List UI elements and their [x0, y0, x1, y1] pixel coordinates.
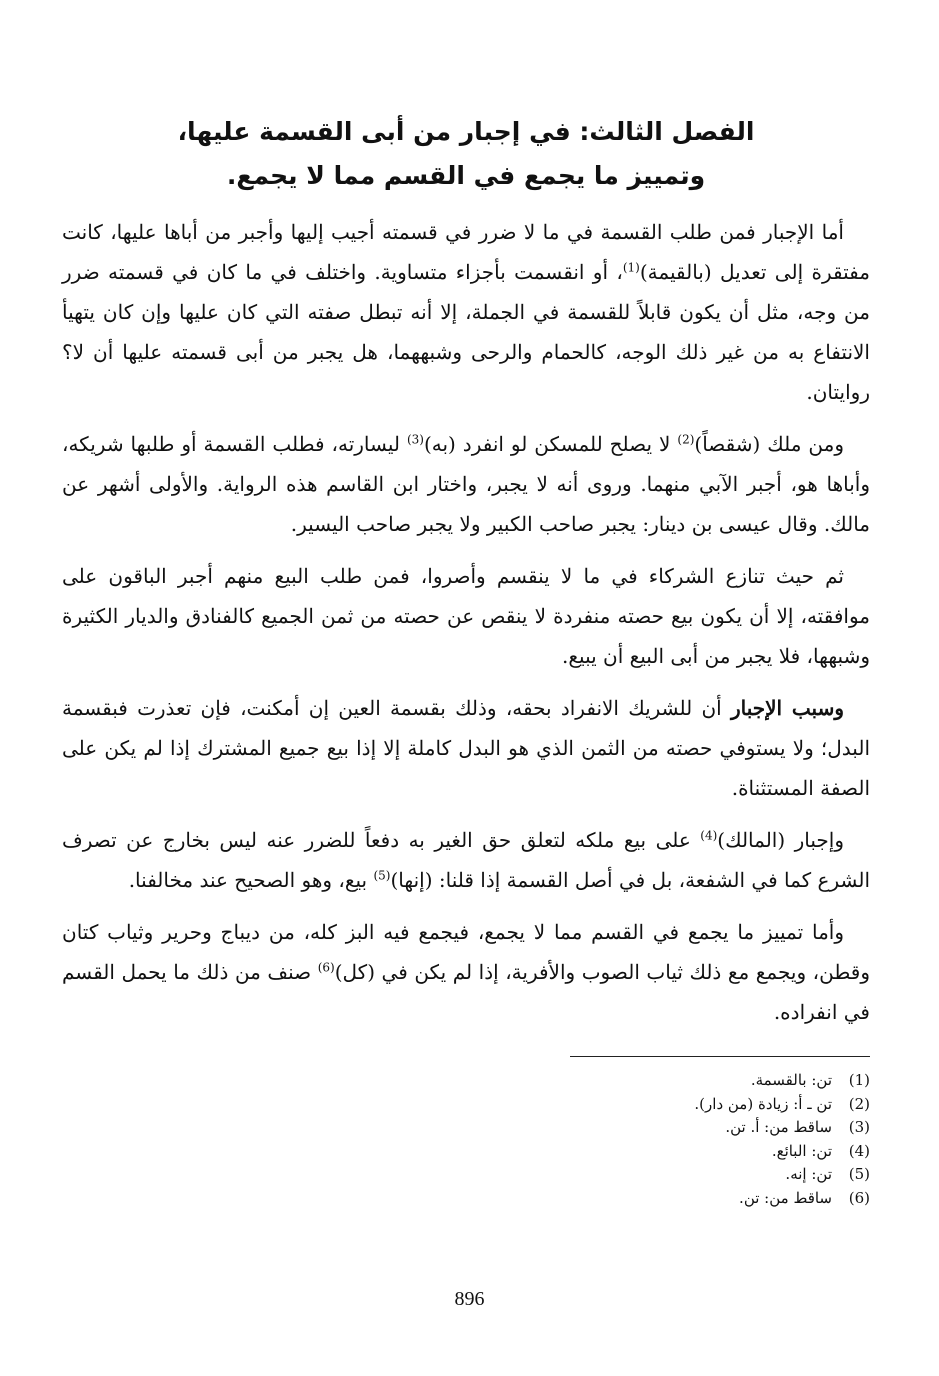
paragraph [62, 424, 870, 544]
footnote-text: ساقط من: تن. [739, 1188, 832, 1207]
paragraph-text: أن للشريك الانفراد بحقه، وذلك بقسمة العين إن أمكنت، فإن تعذرت فبقسمة البدل؛ ولا يستوفي حصته من الثمن الذي هو البدل كاملة إلا إذا بيع جميع المشترك إذا لم يكن على الصفة المستثناة. [62, 696, 870, 800]
footnote-text: تن ـ أ: زيادة (من دار). [694, 1094, 832, 1113]
footnote-text: تن: البائع. [771, 1141, 832, 1160]
footnote-ref: (2) [677, 432, 695, 447]
footnote [62, 1163, 870, 1187]
footnote [62, 1140, 870, 1164]
paragraph-text: وأما تمييز ما يجمع في القسم مما لا يجمع، فيجمع فيه البز كله، من ديباج وحرير وثياب كتان وقطن، ويجمع مع ذلك ثياب الصوب والأفرية، إذا لم يكن في (كل) [62, 920, 870, 984]
page-number: 896 [454, 1288, 485, 1310]
paragraph-text: ثم حيث تنازع الشركاء في ما لا ينقسم وأصروا، فمن طلب البيع منهم أجبر الباقون على موافقته، إلا أن يكون بيع حصته منفردة لا ينقص عن حصته من ثمن الجميع كالفنادق والديار الكثيرة وشبهها، فلا يجبر من أبى البيع أن يبيع. [62, 564, 870, 668]
paragraph-text: ومن ملك (شقصاً) [694, 432, 845, 456]
footnote-number: (4) [848, 1141, 870, 1160]
paragraph-text: ، أو انقسمت بأجزاء متساوية. واختلف في ما كان في قسمته ضرر من وجه، مثل أن يكون قابلاً للقسمة في الجملة، إلا أنه تبطل صفته التي كان عليها وإن كان يتهيأ الانتفاع به من غير ذلك الوجه، كالحمام والرحى وشبههما، هل يجبر من أبى قسمته عليها أن لا؟ روايتان. [62, 260, 870, 404]
paragraph-text: أما الإجبار فمن طلب القسمة في ما لا ضرر في قسمته أجيب إليها وأجبر من أباها عليها، كانت مفتقرة إلى تعديل (بالقيمة) [62, 220, 870, 284]
paragraph [62, 556, 870, 676]
footnote-ref: (3) [406, 432, 424, 447]
paragraph-text: ليسارته، فطلب القسمة أو طلبها شريكه، وأباها هو، أجبر الآبي منهما. وروى أنه لا يجبر، واختار ابن القاسم هذه الرواية. والأولى أشهر عن مالك. وقال عيسى بن دينار: يجبر صاحب الكبير ولا يجبر صاحب اليسير. [62, 432, 870, 536]
paragraph-text: على بيع ملكه لتعلق حق الغير به دفعاً للضرر عنه ليس بخارج عن تصرف الشرع كما في الشفعة، بل في أصل القسمة إذا قلنا: (إنها) [62, 828, 870, 892]
footnote-ref: (5) [373, 868, 391, 883]
paragraph [62, 820, 870, 900]
footnote-text: تن: بالقسمة. [750, 1071, 832, 1089]
footnote [62, 1069, 870, 1093]
footnotes-list [62, 1069, 870, 1210]
body-text [62, 212, 870, 1032]
paragraph-text: وإجبار (المالك) [717, 828, 844, 852]
footnote [62, 1093, 870, 1117]
book-page [62, 110, 870, 1350]
footnote [62, 1187, 870, 1211]
footnote [62, 1116, 870, 1140]
paragraph [62, 912, 870, 1032]
footnote-number: (6) [848, 1188, 870, 1207]
chapter-heading [62, 110, 870, 198]
footnote-number: (1) [848, 1071, 870, 1089]
footnote-text: تن: إنه. [785, 1165, 832, 1183]
paragraph-text: لا يصلح للمسكن لو انفرد (به) [423, 432, 678, 456]
footnote-number: (3) [848, 1118, 870, 1136]
footnote-divider [570, 1056, 870, 1057]
footnote-text: ساقط من: أ. تن. [725, 1118, 832, 1136]
paragraph-text: بيع، وهو الصحيح عند مخالفنا. [128, 868, 374, 892]
chapter-heading-line-2: وتمييز ما يجمع في القسم مما لا يجمع. [226, 161, 706, 190]
paragraph [62, 688, 870, 808]
footnote-ref: (6) [317, 960, 335, 975]
paragraph [62, 212, 870, 412]
footnote-ref: (1) [622, 260, 640, 275]
footnote-number: (5) [848, 1165, 870, 1183]
paragraph-text: صنف من ذلك ما يحمل القسم في انفراده. [62, 960, 870, 1024]
paragraph-lead-phrase: وسبب الإجبار [730, 696, 844, 720]
footnote-ref: (4) [700, 828, 718, 843]
chapter-heading-line-1: الفصل الثالث: في إجبار من أبى القسمة عليها، [177, 117, 755, 146]
footnote-number: (2) [848, 1094, 870, 1113]
